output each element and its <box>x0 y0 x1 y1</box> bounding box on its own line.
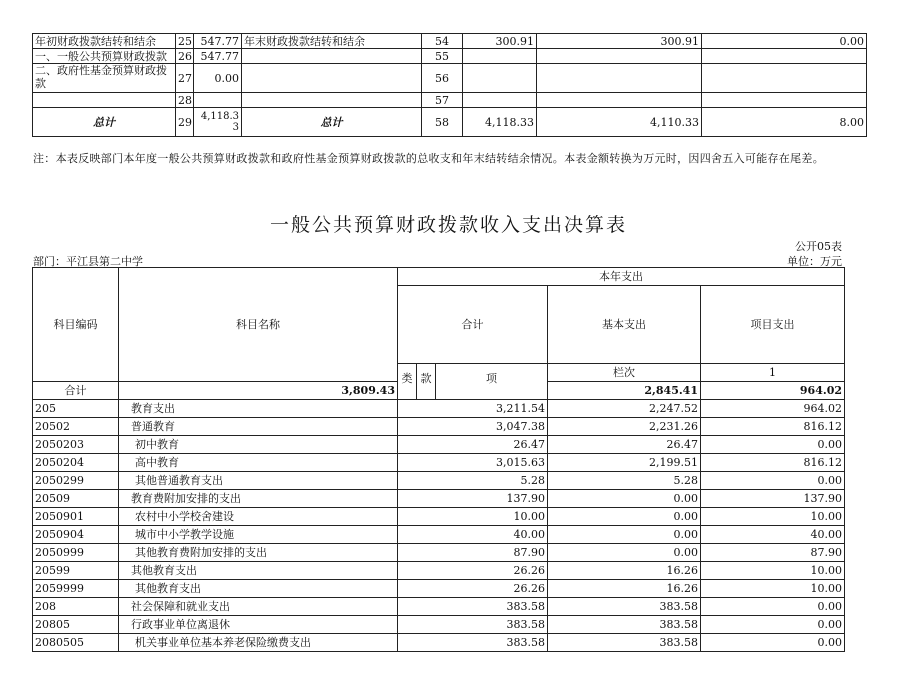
department-label: 部门：平江县第二中学 <box>33 255 143 268</box>
expense-table-body <box>33 268 845 652</box>
expense-total-label: 总计 <box>242 108 422 137</box>
expense-line-no: 55 <box>422 49 463 64</box>
subject-code: 20502 <box>33 418 119 436</box>
row-total: 383.58 <box>398 598 548 616</box>
row-total: 137.90 <box>398 490 548 508</box>
row-total: 26.26 <box>398 562 548 580</box>
expense-fund-budget: 0.00 <box>702 34 867 49</box>
row-project-expense: 0.00 <box>701 634 845 652</box>
row-basic-expense: 26.47 <box>548 436 701 454</box>
row-project-expense: 10.00 <box>701 508 845 526</box>
column-number-1: 1 <box>701 364 845 382</box>
table-row <box>33 544 845 562</box>
row-basic-expense: 5.28 <box>548 472 701 490</box>
category-header <box>398 364 548 400</box>
row-total: 383.58 <box>398 616 548 634</box>
income-line-no: 27 <box>176 64 194 93</box>
row-basic-expense: 2,199.51 <box>548 454 701 472</box>
expense-general-budget <box>537 64 702 93</box>
income-label: 二、政府性基金预算财政拨款 <box>33 64 176 93</box>
table-row <box>33 634 845 652</box>
row-basic-expense: 0.00 <box>548 544 701 562</box>
row-total: 383.58 <box>398 634 548 652</box>
row-total: 10.00 <box>398 508 548 526</box>
expense-label: 年末财政拨款结转和结余 <box>242 34 422 49</box>
row-basic-expense: 2,231.26 <box>548 418 701 436</box>
summary-total-row <box>33 108 867 137</box>
subject-name: 教育支出 <box>119 400 398 418</box>
row-basic-expense: 383.58 <box>548 634 701 652</box>
income-amount: 547.77 <box>194 49 242 64</box>
income-line-no: 28 <box>176 93 194 108</box>
income-label: 一、一般公共预算财政拨款 <box>33 49 176 64</box>
category-section-label: 款 <box>417 364 436 399</box>
subject-name: 初中教育 <box>119 436 398 454</box>
row-project-expense: 0.00 <box>701 616 845 634</box>
summary-table-body <box>33 34 867 137</box>
category-labels <box>398 364 547 399</box>
row-total: 3,211.54 <box>398 400 548 418</box>
subject-code: 2050999 <box>33 544 119 562</box>
subject-code: 2050204 <box>33 454 119 472</box>
table-note: 注：本表反映部门本年度一般公共预算财政拨款和政府性基金预算财政拨款的总收支和年末结转结余情况。本表金额转换为万元时，因四舍五入可能存在尾差。 <box>33 152 824 165</box>
row-project-expense: 0.00 <box>701 436 845 454</box>
subject-name: 行政事业单位离退休 <box>119 616 398 634</box>
table-row <box>33 490 845 508</box>
income-line-no: 25 <box>176 34 194 49</box>
row-basic-expense: 2,247.52 <box>548 400 701 418</box>
subject-code: 2050299 <box>33 472 119 490</box>
table-row <box>33 562 845 580</box>
income-amount <box>194 93 242 108</box>
current-year-expense-header: 本年支出 <box>398 268 845 286</box>
subject-code: 20509 <box>33 490 119 508</box>
income-label: 年初财政拨款结转和结余 <box>33 34 176 49</box>
row-project-expense: 137.90 <box>701 490 845 508</box>
row-basic-expense: 16.26 <box>548 562 701 580</box>
row-total: 3,015.63 <box>398 454 548 472</box>
table-row <box>33 598 845 616</box>
expense-label <box>242 49 422 64</box>
budget-expense-table <box>32 267 845 652</box>
row-total: 26.47 <box>398 436 548 454</box>
row-total: 5.28 <box>398 472 548 490</box>
income-line-no: 26 <box>176 49 194 64</box>
table-row <box>33 400 845 418</box>
subject-name: 普通教育 <box>119 418 398 436</box>
expense-total <box>463 49 537 64</box>
expense-total <box>463 93 537 108</box>
subject-code: 208 <box>33 598 119 616</box>
row-basic-expense: 0.00 <box>548 526 701 544</box>
row-basic-expense: 16.26 <box>548 580 701 598</box>
table-row <box>33 418 845 436</box>
row-basic-expense: 383.58 <box>548 598 701 616</box>
income-label <box>33 93 176 108</box>
expense-line-no: 54 <box>422 34 463 49</box>
expense-general-budget: 300.91 <box>537 34 702 49</box>
subject-name: 农村中小学校舍建设 <box>119 508 398 526</box>
expense-general-budget <box>537 93 702 108</box>
subject-code: 2050203 <box>33 436 119 454</box>
sum-total: 3,809.43 <box>119 382 398 400</box>
expense-fund-budget-total: 8.00 <box>702 108 867 137</box>
sum-project: 964.02 <box>701 382 845 400</box>
table-row <box>33 436 845 454</box>
expense-total <box>463 64 537 93</box>
expense-general-budget-total: 4,110.33 <box>537 108 702 137</box>
income-total-label: 总计 <box>33 108 176 137</box>
table-row <box>33 616 845 634</box>
row-basic-expense: 0.00 <box>548 508 701 526</box>
expense-line-no: 56 <box>422 64 463 93</box>
income-total-amount: 4,118.33 <box>194 108 242 137</box>
subject-name: 其他教育支出 <box>119 562 398 580</box>
summary-row <box>33 34 867 49</box>
row-project-expense: 87.90 <box>701 544 845 562</box>
subject-code: 20805 <box>33 616 119 634</box>
sum-label: 合计 <box>33 382 119 400</box>
expense-total-line-no: 58 <box>422 108 463 137</box>
category-class-label: 类 <box>398 364 417 399</box>
expense-label <box>242 93 422 108</box>
project-expense-header: 项目支出 <box>701 286 845 364</box>
subject-name: 机关事业单位基本养老保险缴费支出 <box>119 634 398 652</box>
sum-basic: 2,845.41 <box>548 382 701 400</box>
income-amount: 0.00 <box>194 64 242 93</box>
row-project-expense: 10.00 <box>701 562 845 580</box>
expense-fund-budget <box>702 93 867 108</box>
income-amount: 547.77 <box>194 34 242 49</box>
subject-name: 城市中小学教学设施 <box>119 526 398 544</box>
row-project-expense: 816.12 <box>701 454 845 472</box>
subject-name: 其他普通教育支出 <box>119 472 398 490</box>
subject-code: 2050904 <box>33 526 119 544</box>
income-total-line-no: 29 <box>176 108 194 137</box>
row-project-expense: 0.00 <box>701 472 845 490</box>
expense-fund-budget <box>702 49 867 64</box>
basic-expense-header: 基本支出 <box>548 286 701 364</box>
financial-summary-table <box>32 33 867 137</box>
row-project-expense: 816.12 <box>701 418 845 436</box>
summary-row <box>33 49 867 64</box>
expense-fund-budget <box>702 64 867 93</box>
summary-row <box>33 93 867 108</box>
subject-code: 2059999 <box>33 580 119 598</box>
category-item-label: 项 <box>486 372 497 385</box>
unit-label: 单位：万元 <box>787 255 842 268</box>
column-order-label: 栏次 <box>548 364 701 382</box>
expense-grand-total: 4,118.33 <box>463 108 537 137</box>
row-total: 87.90 <box>398 544 548 562</box>
subject-code: 205 <box>33 400 119 418</box>
subject-name: 高中教育 <box>119 454 398 472</box>
row-basic-expense: 383.58 <box>548 616 701 634</box>
table-row <box>33 508 845 526</box>
subject-name: 其他教育支出 <box>119 580 398 598</box>
table-row <box>33 472 845 490</box>
header-row <box>33 268 845 286</box>
subject-code: 2080505 <box>33 634 119 652</box>
table-row <box>33 526 845 544</box>
expense-line-no: 57 <box>422 93 463 108</box>
form-code: 公开05表 <box>795 240 842 253</box>
subject-name-header: 科目名称 <box>119 268 398 382</box>
table-row <box>33 580 845 598</box>
subject-code: 2050901 <box>33 508 119 526</box>
subject-name: 教育费附加安排的支出 <box>119 490 398 508</box>
row-total: 3,047.38 <box>398 418 548 436</box>
table-row <box>33 454 845 472</box>
row-basic-expense: 0.00 <box>548 490 701 508</box>
page-title: 一般公共预算财政拨款收入支出决算表 <box>269 214 627 236</box>
subject-name: 社会保障和就业支出 <box>119 598 398 616</box>
total-header: 合计 <box>398 286 548 364</box>
subject-code-header: 科目编码 <box>33 268 119 382</box>
subject-name: 其他教育费附加安排的支出 <box>119 544 398 562</box>
expense-label <box>242 64 422 93</box>
row-project-expense: 0.00 <box>701 598 845 616</box>
row-project-expense: 40.00 <box>701 526 845 544</box>
row-project-expense: 964.02 <box>701 400 845 418</box>
row-total: 40.00 <box>398 526 548 544</box>
expense-total: 300.91 <box>463 34 537 49</box>
expense-general-budget <box>537 49 702 64</box>
subject-code: 20599 <box>33 562 119 580</box>
row-project-expense: 10.00 <box>701 580 845 598</box>
summary-row <box>33 64 867 93</box>
row-total: 26.26 <box>398 580 548 598</box>
